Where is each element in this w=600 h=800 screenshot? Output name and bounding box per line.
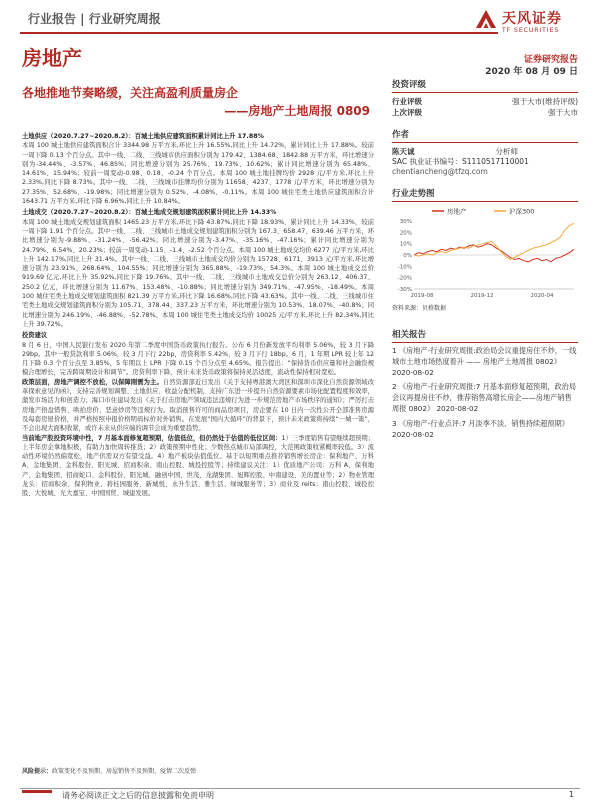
y-tick-label: -20% [397, 275, 412, 282]
related-item-title: 2 《房地产-行业研究周报:7 月基本面修复超预期，政治局会议再提房住不炒，推荐销售高增长房企——房地产销售周报 0802》 [392, 382, 577, 413]
prev-rating-key: 上次评级 [392, 108, 422, 117]
y-tick-label: 10% [399, 241, 412, 248]
rating-heading: 投资评级 [392, 78, 578, 93]
trend-chart-svg [392, 205, 578, 301]
investment-text: 1）三季度销售有望继续超预期；上半年房企拿地积极，有助力加快周转推货；2）政策预期中性化；少数热点城市局部调控，大范围政策收紧概率较低。3）流动性环境仍然偏宽松，地产供需双方有望受益。4）地产板块估值低位。基于以短期重点推荐销售增长房企：保利地产、万科 A、金地集团、金科股份、阳光城、招商积余、南山控股、城投控股等；持续建议关注：1）优质地产公司：万科 A、保利地产、金地集团、招商蛇口、金科股份、阳光城、融创中国、世茂、龙湖集团、旭辉控股、中南建设、美的置业等；2）物业管理龙头：招商积余、保利物业、碧桂园服务、新城悦、永升生活、雅生活、绿城服务等；3）商业及 reits：南山控股、城投控股、大悦城、光大嘉宝、中国国贸、城建发展。 [22, 434, 374, 498]
related-item[interactable] [392, 382, 578, 414]
related-list [392, 346, 578, 440]
related-item-date: 2020-08-02 [392, 429, 434, 439]
related-item[interactable] [392, 419, 578, 441]
investment-lead: 当前地产股投资环境中性，7 月基本面修复超预期，估值低位，但仍然处于估值的低位区间： [22, 434, 282, 442]
analyst-email[interactable]: chentiancheng@tfzq.com [392, 167, 488, 176]
industry-title: 房地产 [22, 46, 82, 70]
prev-rating-row [392, 107, 578, 118]
report-body [22, 132, 374, 499]
related-item-date: 2020-08-02 [392, 367, 434, 377]
legend-label: 沪深300 [509, 207, 535, 216]
report-title: 各地推地节奏略缓，关注高盈利质量房企 [22, 86, 239, 100]
x-tick-label: 2020-04 [530, 293, 554, 299]
related-item-title: 3 《房地产-行业点评:7 月淡季不淡、销售持续超预期》 [392, 418, 569, 428]
related-heading: 相关报告 [392, 328, 578, 343]
prev-rating-value: 强于大市 [548, 108, 578, 117]
report-category: 行业报告 | 行业研究周报 [28, 12, 161, 26]
section-text-supply: 本周 100 城土地供应建筑面积合计 3344.98 万平方米,环比上升 16.55%,同比上升 14.72%，累计同比上升 17.88%。较前一周下降 0.13 个百分点。其中一线、二线、三线城市供应面积分别为 179.42、1384.68、1842.88 万平方米，环比增速分别为-34.44%、-3.57%、46.85%；同比增速分别为 25.76%、19.73%、10.62%；累计同比增速分别为 65.48%、14.61%、15.94%；较前一周变动-0.98、0.18、-0.24 个百分点。本周 100 城土地挂牌均价 2928 元/平方米,环比上升 2.33%,同比下降 8.73%。其中一线、二线、三线城市挂牌均价分别为 11658、4237、1778 元/平方米，环比增速分别为 27.35%、52.68%、-19.98%；同比增速分别为 0.52%、-4.08%、-0.11%。本周 100 城住宅类土地供应建筑面积合计 1643.71 万平方米,环比下降 6.96%,同比上升 10.84%。 [22, 142, 374, 206]
page-number: 1 [568, 790, 574, 799]
section-heading-advice: 投资建议 [22, 332, 48, 340]
risk-notice [22, 766, 374, 775]
rating-key: 行业评级 [392, 97, 422, 106]
report-type: 证券研究报告 [523, 55, 578, 65]
section-heading-supply: 土地供应（2020.7.27~2020.8.2）：百城土地供应建筑面积累计同比上升 17.88% [22, 133, 264, 140]
rating-value: 强于大市(维持评级) [512, 97, 578, 106]
logo-name-cn: 天风证券 [502, 11, 562, 27]
rating-row [392, 96, 578, 107]
y-tick-label: 20% [399, 230, 412, 237]
section-text-deal: 本周 100 城土地成交规划建筑面积 1465.23 万平方米,环比下降 43.87%,同比下降 18.93%，累计同比上升 14.33%，较前一周下降 1.91 个百分点。其中一线、二线、三线城市土地成交规划建筑面积分别为 167.3、658.47、639.46 万平方米，环比增速分别为-9.88%、-31.24%、-56.42%；同比增速分别为-3.47%、-35.16%、-47.16%；累计同比增速分别为 24.79%、6.54%、20.23%；较前一周变动-1.15、-1.4、-2.52 个百分点。本周 100 城土地成交均价 6277 元/平方米,环比上升 142.17%,同比上升 31.4%。其中一线、二线、三线城市土地成交均价分别为 15728、6171、3913 元/平方米,环比增速分别为 23.91%、268.64%、104.55%；同比增速分别为 365.88%、-19.73%、54.3%。本周 100 城土地成交总价 919.69 亿元,环比上升 35.92%,同比下降 19.76%。其中一线、二线、三线城市土地成交总价分别为 263.12、406.37、250.2 亿元，环比增速分别为 11.67%、153.48%、-10.88%；同比增速分别为 349.71%、-47.95%、-18.49%。本周 100 城住宅类土地成交规划建筑面积 821.39 万平方米,环比下降 16.68%,同比下降 43.63%。其中一线、二线、三线城市住宅类土地成交规划建筑面积分别为 105.71、378.44、337.23 万平方米，环比增速分别为 10.53%、18.07%、-40.8%；同比增速分别为 246.19%、-46.88%、-52.78%。本周 100 城住宅类土地成交均价 10025 元/平方米,环比上升 82.34%,同比上升 39.72%。 [22, 218, 374, 328]
trend-heading: 行业走势图 [392, 187, 578, 202]
related-item-title: 1 《房地产-行业研究周报:政治局会议重提房住不炒，一线城市土地市场热度着升 —— 房地产土地周报 0802》 [392, 346, 577, 366]
analyst-name: 陈天诚 [392, 147, 415, 156]
risk-text: 政策变化不及预期、房屋销售不及预期、疫情二次反弹 [52, 768, 197, 775]
sidebar [392, 78, 578, 444]
logo-name-en: TF SECURITIES [502, 27, 560, 34]
related-item[interactable] [392, 346, 578, 378]
chart-source: 资料来源：贝格数据 [392, 305, 447, 312]
tf-logo-icon [474, 8, 498, 32]
x-tick-label: 2019-12 [470, 293, 494, 299]
disclaimer: 请务必阅读正文之后的信息披露和免责申明 [62, 791, 214, 800]
report-subtitle: ——房地产土地周报 0809 [224, 104, 370, 118]
y-tick-label: 0% [403, 253, 412, 259]
analyst-cert: SAC 执业证书编号：S1110517110001 [392, 157, 529, 166]
risk-label: 风险提示： [22, 768, 53, 775]
y-tick-label: -10% [397, 264, 412, 271]
footer-accent-icon [22, 788, 52, 800]
footer-rule [20, 788, 580, 789]
trend-chart [392, 205, 578, 301]
policy-text: 自然资源部近日发出《关于支持粤港澳大湾区和深圳市深化自然资源领域改革探索意见的函》，支持完善规划调整、土地供应、收益分配机制，支持广东进一步提升自然资源要素市场化配置程度和效率，激发市场活力和创造力；海口市住建局发出《关于打击房地产领域违法违规行为进一步规范房地产市场秩序的通知》；严厉打击房地产捂盘惜售、哄抬房价、恶意炒房等违规行为。取消预售许可的商品房项目，房企要在 10 日内一次性公开全部准售房源及每套房屋价格，并严格按照申报价格明码标价对外销售。在发展“国内大循环”的背景下，预计未来政策将持续“一城一策”，不会出现大面积收紧，或许未来从供应端的调节会成为重要趋势。 [22, 378, 375, 433]
y-tick-label: 30% [399, 219, 412, 225]
report-date: 2020 年 08 月 09 日 [485, 67, 578, 77]
author-heading: 作者 [392, 128, 578, 143]
y-tick-label: -30% [397, 287, 412, 293]
legend-label: 房地产 [447, 207, 467, 216]
company-logo [474, 6, 580, 42]
analyst-block [392, 146, 578, 177]
section-heading-deal: 土地成交（2020.7.27~2020.8.2）：百城土地成交规划建筑面积累计同比上升 14.33% [22, 209, 277, 217]
related-item-date: 2020-08-02 [436, 403, 479, 413]
series-line-csi300 [414, 223, 574, 259]
analyst-role: 分析师 [495, 147, 518, 156]
policy-lead: 政策层面，房地产调控不放松，以保障刚需为主。 [22, 378, 163, 386]
x-tick-label: 2019-08 [410, 293, 434, 299]
section-text-advice: 8 月 6 日，中国人民银行发布 2020 年第二季度中国货币政策执行报告。公布 6 月份新发放平均利率 5.06%，较 3 月下降 29bp。其中一般贷款利率 5.06%，较 3 月下行 22bp，房贷利率 5.42%，较 3 月下行 18bp。6 月，1 年期 LPR 较上年 12 月下降 0.3 个百分点至 3.85%，5 年期以上 LPR 下降 0.15 个百分点至 4.65%。报告提出：“保持货币供应量和社会融资规模合理增长，完善跨周期设计和调节”。房贷利率下降，预计未来货币政策将保持灵活适度，流动性保持相对宽松。 [22, 341, 374, 377]
